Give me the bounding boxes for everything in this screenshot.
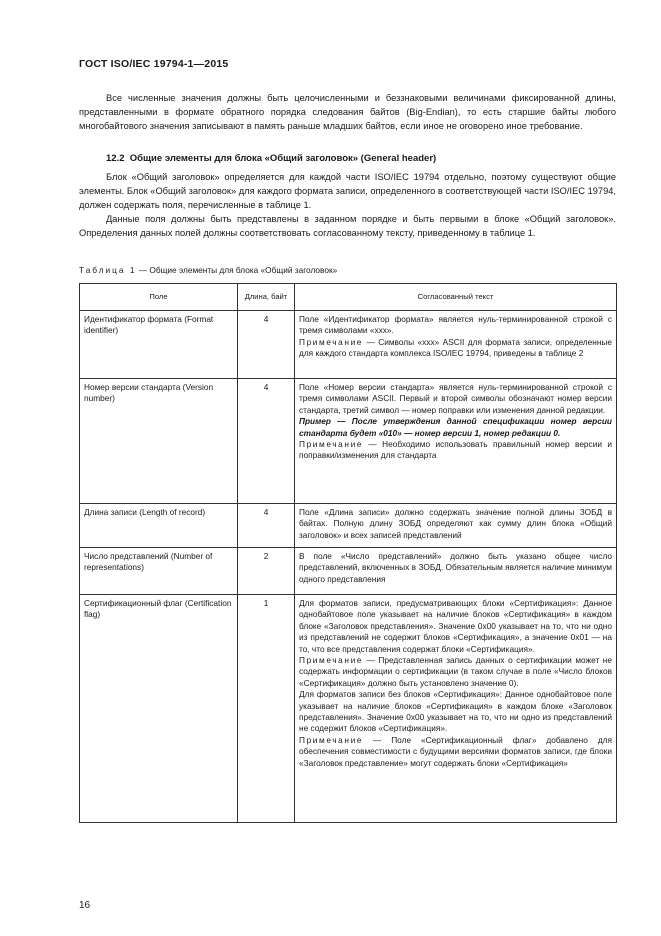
- section-heading: [106, 153, 436, 164]
- table-row: [80, 504, 617, 548]
- length-cell: 4: [238, 311, 295, 379]
- length-cell: 4: [238, 504, 295, 548]
- paragraph-1-text: Блок «Общий заголовок» определяется для каждой части ISO/IEC 19794 отдельно, поэтому существуют общие элементы. Блок «Общий заголовок» для каждого формата записи, определенного в соответствующей части ISO/IEC 19794, должен содержать поля, перечисленные в таблице 1.: [79, 172, 617, 211]
- table-row: [80, 311, 617, 379]
- length-cell: 1: [238, 595, 295, 823]
- document-header: ГОСТ ISO/IEC 19794-1—2015: [79, 58, 229, 70]
- length-cell: 4: [238, 379, 295, 504]
- paragraph-1: [79, 170, 616, 213]
- header-field: Поле: [80, 284, 238, 311]
- field-cell: Идентификатор формата (Format identifier): [80, 311, 238, 379]
- text-cell: Поле «Длина записи» должно содержать значение полной длины ЗОБД в байтах. Полную длину ЗОБД определяют как сумму длин блока «Общий заголовок» и всех записей представлений: [295, 504, 617, 548]
- row-text: Поле «Идентификатор формата» является нуль-терминированной строкой с тремя символами «ххх».: [299, 314, 612, 336]
- field-cell: Сертификационный флаг (Certification flag): [80, 595, 238, 823]
- example-text: Пример — После утверждения данной спецификации номер версии стандарта будет «010» — номер версии 1, номер редакции 0.: [299, 416, 612, 438]
- length-cell: 2: [238, 548, 295, 595]
- note-label: Примечание: [299, 336, 364, 347]
- note-text: — Необходимо использовать правильный номер версии и поправки/изменения для стандарта: [299, 439, 612, 461]
- text-cell: В поле «Число представлений» должно быть указано общее число представлений, включенных в ЗОБД. Обязательным является наличие минимум одного представления: [295, 548, 617, 595]
- text-cell: [295, 379, 617, 504]
- row-text: Поле «Номер версии стандарта» является нуль-терминированной строкой с тремя символами ASCII. Первый и второй символы обозначают номер версии стандарта, третий символ — номер поправки или изменения данной редакции.: [299, 382, 612, 415]
- intro-paragraph: [79, 91, 616, 134]
- field-cell: Номер версии стандарта (Version number): [80, 379, 238, 504]
- section-title: Общие элементы для блока «Общий заголовок» (General header): [129, 153, 437, 164]
- row-text: Для форматов записи, предусматривающих блоки «Сертификация»: Данное однобайтовое поле указывает на наличие блоков «Сертификация» в каждом блоке «Заголовок представления». Значение 0х00 указывает на то, что ни одно из представлений не содержит блоков «Сертификация», а значение 0х01 — на то, что все представления содержат блоки «Сертификация».: [299, 598, 612, 654]
- table-row: [80, 595, 617, 823]
- header-text: Согласованный текст: [295, 284, 617, 311]
- field-cell: Длина записи (Length of record): [80, 504, 238, 548]
- page-number: 16: [79, 900, 91, 911]
- table-row: [80, 548, 617, 595]
- common-elements-table: [79, 283, 617, 823]
- note-label: Примечание: [299, 655, 364, 666]
- note-text: — Символы «ххх» ASCII для формата записи, определенные для каждого стандарта комплекса ISO/IEC 19794, приведены в таблице 2: [299, 336, 612, 359]
- intro-text: Все численные значения должны быть целочисленными и беззнаковыми величинами фиксированной длины, представленными в формате обратного порядка следования байтов (Big-Endian), то есть старшие байты любого многобайтового значения записывают в память раньше младших байтов, если иное не оговорено иное требование.: [79, 93, 616, 132]
- paragraph-2-text: Данные поля должны быть представлены в заданном порядке и быть первыми в блоке «Общий заголовок». Определения данных полей должны соответствовать согласованному тексту, приведенному в таблице 1.: [79, 214, 616, 239]
- table-header-row: [80, 284, 617, 311]
- table-caption-text: — Общие элементы для блока «Общий заголовок»: [136, 265, 338, 275]
- row-text-2: Для форматов записи без блоков «Сертификация»: Данное однобайтовое поле указывает на наличие блоков «Сертификация» в каждом блоке «Заголовок представления». Значение 0х00 указывает на то, что ни одно из представлений не содержит блоков «Сертификация».: [299, 689, 612, 734]
- text-cell: [295, 311, 617, 379]
- note-label-2: Примечание: [299, 734, 364, 745]
- note-label: Примечание: [299, 439, 364, 450]
- header-length: Длина, байт: [238, 284, 295, 311]
- text-cell: [295, 595, 617, 823]
- table-caption: [79, 265, 337, 275]
- table-caption-label: Таблица 1: [79, 265, 137, 275]
- paragraph-2: [79, 212, 616, 240]
- field-cell: Число представлений (Number of representations): [80, 548, 238, 595]
- note-text-2: — Поле «Сертификационный флаг» добавлено для обеспечения совместимости с будущими версиями форматов записи, где блоки «Заголовок представление» могут содержать блоки «Сертификация»: [299, 734, 612, 768]
- section-number: 12.2: [106, 153, 125, 164]
- table-row: [80, 379, 617, 504]
- note-text: — Представленная запись данных о сертификации может не содержать информации о сертификации (в таком случае в поле «Число блоков «Сертификация» должно быть установлено значение 0).: [299, 655, 612, 688]
